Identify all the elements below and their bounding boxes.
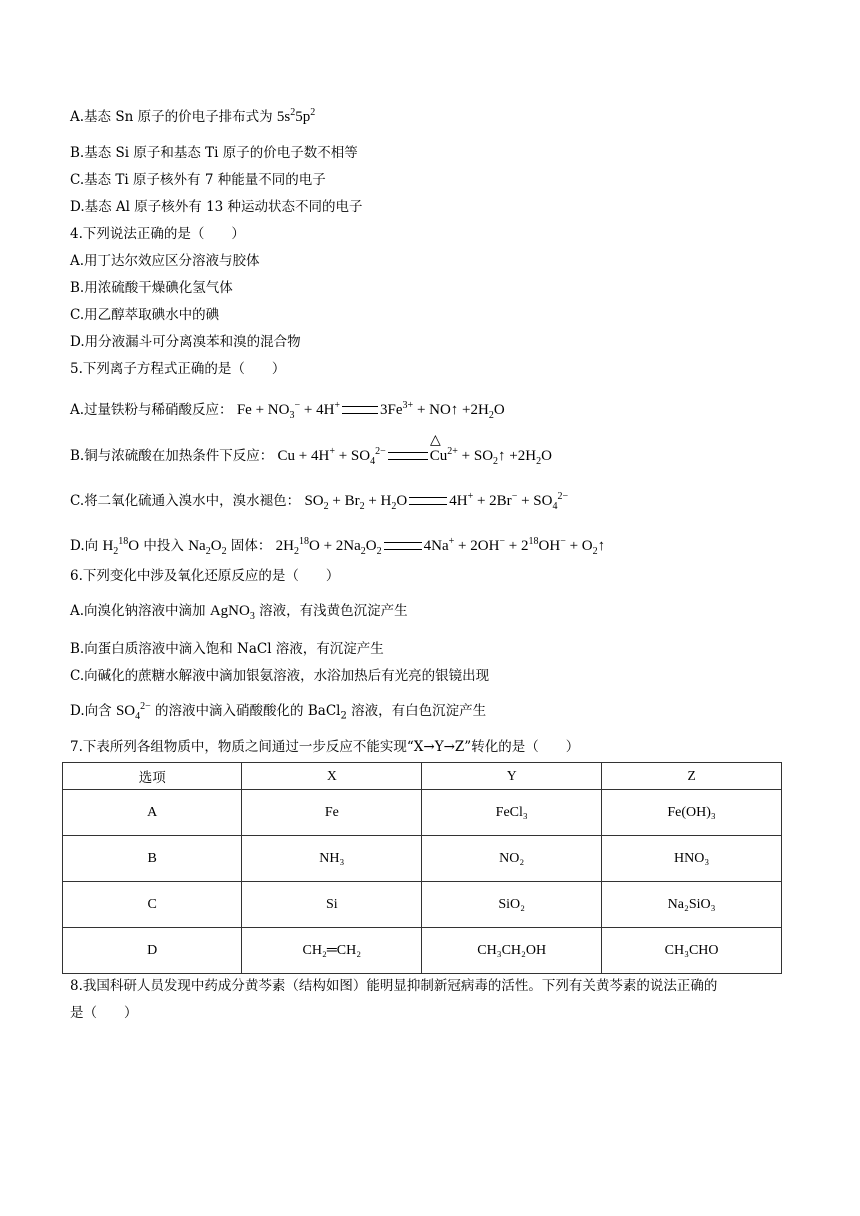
q5-option-b-equation: $Cu + 4H^+ + SO_4^{2-}$ $Cu^{2+}$ + $SO_2↑ +2H_2O$ (277, 446, 552, 467)
q5-option-d-reagent2: $Na_2O_2$ (188, 538, 227, 557)
q6-option-a-reagent: AgNO$_3$ (209, 603, 255, 622)
table-header-cell: Z (602, 763, 782, 790)
q3-option-a-formula: $5s^25p^2$ (276, 107, 316, 125)
q5-option-d (70, 537, 605, 555)
q6-option-a (70, 602, 408, 620)
q5-option-a (70, 401, 505, 419)
q4-option-d: D.用分液漏斗可分离溴苯和溴的混合物 (70, 334, 301, 350)
heat-symbol-icon: △ (430, 432, 441, 448)
q6-option-a-prefix: A.向溴化钠溶液中滴加 (70, 603, 210, 619)
q5-option-c (70, 492, 568, 510)
table-header-cell: 选项 (63, 763, 242, 790)
q5-option-d-reagent1: $H_2^{18}O$ (102, 536, 140, 557)
q8-stem-line1: 8.我国科研人员发现中药成分黄芩素（结构如图）能明显抑制新冠病毒的活性。下列有关黄芩素的说法正确的 (70, 978, 718, 994)
q6-option-b: B.向蛋白质溶液中滴入饱和 NaCl 溶液，有沉淀产生 (70, 641, 384, 657)
equals-arrow-icon (388, 452, 428, 460)
q8-stem-line2: 是（ ） (70, 1005, 138, 1021)
table-row (63, 790, 782, 836)
table-cell: NH₃ (242, 836, 422, 882)
q6-option-d-ion: $SO_4^{2-}$ (115, 701, 151, 722)
table-cell: CH₃CHO (602, 928, 782, 974)
table-cell: Fe(OH)₃ (602, 790, 782, 836)
table-cell: Na₂SiO₃ (602, 882, 782, 928)
q6-option-c: C.向碱化的蔗糖水解液中滴加银氨溶液，水浴加热后有光亮的银镜出现 (70, 668, 490, 684)
table-cell: CH₃CH₂OH (422, 928, 602, 974)
q5-option-d-prefix: D.向 (70, 538, 103, 554)
q4-stem: 4.下列说法正确的是（ ） (70, 226, 245, 242)
table-cell: CH₂═CH₂ (242, 928, 422, 974)
q7-table (62, 762, 782, 974)
table-cell: FeCl₃ (422, 790, 602, 836)
q6-stem: 6.下列变化中涉及氧化还原反应的是（ ） (70, 568, 340, 584)
q5-option-b-label: B.铜与浓硫酸在加热条件下反应： (70, 448, 274, 464)
table-cell: B (63, 836, 242, 882)
q5-option-a-label: A.过量铁粉与稀硝酸反应： (70, 402, 233, 418)
table-cell: D (63, 928, 242, 974)
table-cell: SiO₂ (422, 882, 602, 928)
table-cell: NO₂ (422, 836, 602, 882)
q6-option-d (70, 702, 486, 720)
q6-option-a-suffix: 溶液，有浅黄色沉淀产生 (254, 603, 408, 619)
q5-option-c-label: C.将二氧化硫通入溴水中，溴水褪色： (70, 493, 301, 509)
q5-option-b (70, 447, 552, 465)
table-header-cell: Y (422, 763, 602, 790)
table-header-cell: X (242, 763, 422, 790)
q3-option-d: D.基态 Al 原子核外有 13 种运动状态不同的电子 (70, 199, 363, 215)
q4-option-b: B.用浓硫酸干燥碘化氢气体 (70, 280, 233, 296)
q6-option-d-suffix: 的溶液中滴入硝酸酸化的 BaCl$_2$ 溶液，有白色沉淀产生 (150, 703, 487, 722)
q5-option-d-suffix: 固体： (226, 538, 272, 554)
table-row (63, 928, 782, 974)
q7-stem: 7.下表所列各组物质中，物质之间通过一步反应不能实现“X→Y→Z”转化的是（ ） (70, 739, 580, 755)
q4-option-c: C.用乙醇萃取碘水中的碘 (70, 307, 220, 323)
q4-option-a: A.用丁达尔效应区分溶液与胶体 (70, 253, 260, 269)
table-header-row (63, 763, 782, 790)
table-cell: Fe (242, 790, 422, 836)
q5-option-d-mid: 中投入 (139, 538, 189, 554)
equals-arrow-icon (342, 406, 378, 414)
q5-option-c-equation: $SO_2 + Br_2 + H_2O$ $4H^+ + 2Br^- + SO_4^{2-}$ (304, 491, 569, 512)
table-row (63, 836, 782, 882)
table-cell: HNO₃ (602, 836, 782, 882)
table-row (63, 882, 782, 928)
q3-option-c: C.基态 Ti 原子核外有 7 种能量不同的电子 (70, 172, 326, 188)
equals-arrow-icon (384, 542, 422, 550)
q3-option-b: B.基态 Si 原子和基态 Ti 原子的价电子数不相等 (70, 145, 358, 161)
table-cell: Si (242, 882, 422, 928)
q5-option-a-equation: $Fe + NO_3^- + 4H^+$ $3Fe^{3+}$ + NO↑ $+2H_2O$ (236, 400, 505, 421)
q5-stem: 5.下列离子方程式正确的是（ ） (70, 361, 286, 377)
equals-arrow-icon (409, 497, 447, 505)
table-cell: C (63, 882, 242, 928)
q3-option-a-prefix: A.基态 Sn 原子的价电子排布式为 (70, 109, 273, 125)
q5-option-d-equation: $2H_2^{18}O + 2Na_2O_2$ $4Na^+ + 2OH^- + 2^{18}OH^-$ + $O_2↑$ (275, 536, 606, 557)
table-cell: A (63, 790, 242, 836)
q6-option-d-prefix: D.向含 (70, 703, 116, 719)
q3-option-a (70, 108, 315, 126)
